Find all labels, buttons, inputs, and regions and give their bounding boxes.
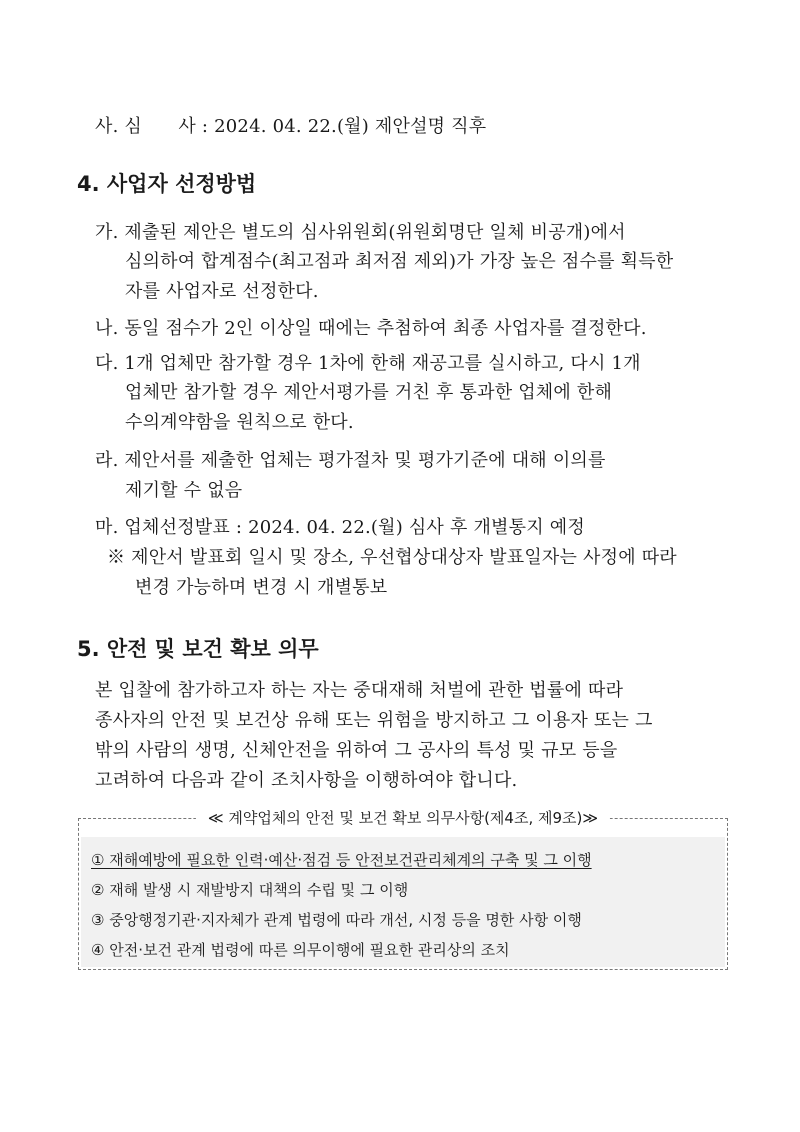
section4-item-da: 다. 1개 업체만 참가할 경우 1차에 한해 재공고를 실시하고, 다시 1개 — [95, 353, 641, 374]
safety-obligation-item-2: ② 재해 발생 시 재발방지 대책의 수립 및 그 이행 — [91, 881, 409, 899]
section4-item-ga-cont2: 자를 사업자로 선정한다. — [125, 281, 319, 302]
safety-obligation-item-3: ③ 중앙행정기관·지자체가 관계 법령에 따라 개선, 시정 등을 명한 사항 이행 — [91, 911, 582, 929]
section4-heading: 4. 사업자 선정방법 — [77, 172, 257, 196]
safety-obligations-title: ≪ 계약업체의 안전 및 보건 확보 의무사항(제4조, 제9조)≫ — [196, 807, 610, 828]
section5-paragraph-line3: 밖의 사람의 생명, 신체안전을 위하여 그 공사의 특성 및 규모 등을 — [95, 740, 618, 761]
section4-item-ra-cont: 제기할 수 없음 — [125, 480, 243, 501]
section4-item-na: 나. 동일 점수가 2인 이상일 때에는 추첨하여 최종 사업자를 결정한다. — [95, 318, 647, 339]
section5-heading: 5. 안전 및 보건 확보 의무 — [77, 637, 319, 661]
section4-item-ra: 라. 제안서를 제출한 업체는 평가절차 및 평가기준에 대해 이의를 — [95, 450, 606, 471]
section5-paragraph-line2: 종사자의 안전 및 보건상 유해 또는 위험을 방지하고 그 이용자 또는 그 — [95, 710, 653, 731]
review-schedule-line: 사. 심 사 : 2024. 04. 22.(월) 제안설명 직후 — [95, 116, 487, 137]
safety-obligation-item-4: ④ 안전·보건 관계 법령에 따른 의무이행에 필요한 관리상의 조치 — [91, 941, 510, 959]
section4-note: ※ 제안서 발표회 일시 및 장소, 우선협상대상자 발표일자는 사정에 따라 — [107, 547, 677, 568]
section4-item-da-cont1: 업체만 참가할 경우 제안서평가를 거친 후 통과한 업체에 한해 — [125, 382, 613, 403]
section4-item-ga: 가. 제출된 제안은 별도의 심사위원회(위원회명단 일체 비공개)에서 — [95, 222, 626, 243]
safety-obligations-box — [78, 809, 728, 970]
section4-note-cont: 변경 가능하며 변경 시 개별통보 — [135, 577, 388, 598]
safety-obligation-item-1: ① 재해예방에 필요한 인력·예산·점검 등 안전보건관리체계의 구축 및 그 이행 — [91, 851, 592, 869]
section4-item-ma: 마. 업체선정발표 : 2024. 04. 22.(월) 심사 후 개별통지 예정 — [95, 517, 585, 538]
section5-paragraph-line4: 고려하여 다음과 같이 조치사항을 이행하여야 합니다. — [95, 770, 518, 791]
section5-paragraph-line1: 본 입찰에 참가하고자 하는 자는 중대재해 처벌에 관한 법률에 따라 — [95, 680, 624, 701]
section4-item-ga-cont1: 심의하여 합계점수(최고점과 최저점 제외)가 가장 높은 점수를 획득한 — [125, 251, 674, 272]
section4-item-da-cont2: 수의계약함을 원칙으로 한다. — [125, 412, 354, 433]
